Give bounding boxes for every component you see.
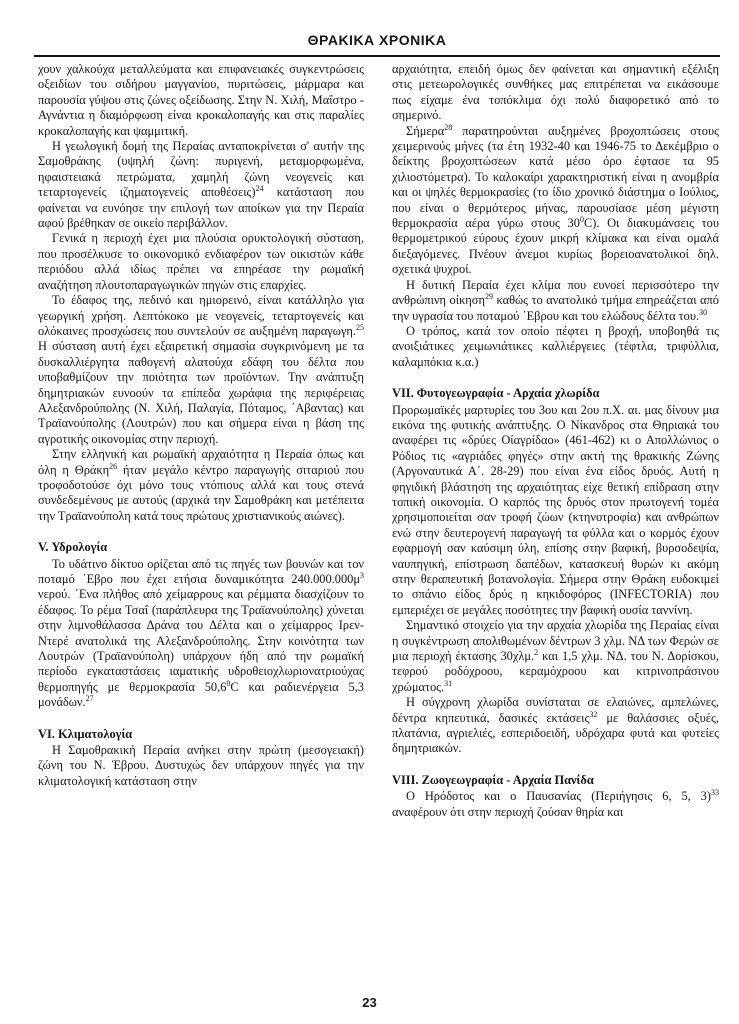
- paragraph: Το έδαφος της, πεδινό και ημιορεινό, είναι κατάλληλο για γεωργική χρήση. Λεπτόκοκο με νεογενείς, τεταρτογενείς και ολόκαινες προσχώσεις που συντελούν σε αυξημένη παραγωγη.$^{25}$ Η σύσταση αυτή έχει εξαιρετική σημασία συγκρινόμενη με τα δυσκαλλιέργητα παθογενή αλατούχα εδάφη του δέλτα που υποβαθμίζουν την ποιότητα των προϊόντων. Την ανάπτυξη δημητριακών ευνοούν τα επίπεδα χωράφια της περιφέρειας Αλεξανδρούπολης (Ν. Χιλή, Παλαγία, Πόταμος, ΄Αβαντας) και Τραϊανούπολης (Λουτρών) που και σήμερα είναι η βάση της αγροτικής οικονομίας στην περιοχή.: [38, 293, 364, 446]
- footnote-ref: 33: [711, 788, 719, 798]
- paragraph: Η σύγχρονη χλωρίδα συνίσταται σε ελαιώνες, αμπελώνες, δέντρα κηπευτικά, δασικές εκτάσεις$^{32}$ με θαλάσσιες οξυές, πλατάνια, αγριελιές, εσπεριδοειδή, υδρόχαρα φυτά και φυτείες δημητριακών.: [392, 695, 719, 756]
- footnote-ref: 24: [255, 184, 264, 194]
- paragraph: Η γεωλογική δομή της Περαίας ανταποκρίνεται σ' αυτήν της Σαμοθράκης (υψηλή ζώνη: πυριγενή, μεταμορφωμένα, ηφαιστειακά πετρώματα, χαμηλή ζώνη νεογενείς και τεταρτογενείς ιζηματογενείς αποθέσεις)$^{24}$ κατάσταση που φαίνεται να ευνόησε την επιλογή των αποίκων για την Περαία αφού βρέθηκαν σε οικείο περιβάλλον.: [38, 139, 364, 231]
- footnote-ref: 29: [484, 291, 493, 301]
- footnote-ref: 26: [109, 461, 118, 471]
- section-heading-phytogeography: VII. Φυτογεωγραφία - Αρχαία χλωρίδα: [392, 386, 600, 401]
- paragraph: χουν χαλκούχα μεταλλεύματα και επιφανειακές συγκεντρώσεις οξειδίων του σιδήρου μαγγανίου, πυριτώσεις, μάρμαρα και παρουσία γύψου στις ζώνες οξείδωσης. Στην Ν. Χιλή, Μαΐστρο - Αγνάντια η διαμόρφωση είναι κροκαλοπαγής και στις παραλίες κροκαλοπαγής και ψαμμιτική.: [38, 62, 364, 138]
- section-heading-hydrology: V. Υδρολογία: [38, 540, 108, 555]
- paragraph: Σημαντικό στοιχείο για την αρχαία χλωρίδα της Περαίας είναι η συγκέντρωση απολιθωμένων δέντρων 3 χλμ. ΝΔ των Φερών σε μια περιοχή έκτασης 30χλμ.$^2$ και 1,5 χλμ. ΝΔ. του Ν. Δορίσκου, τεφρού ροδόχροου, κεραμόχροου και κιτρινοπράσινου χρώματος.$^{31}$: [392, 618, 719, 694]
- footnote-ref: 30: [699, 307, 708, 317]
- section-heading-zoogeography: VIII. Ζωογεωγραφία - Αρχαία Πανίδα: [392, 772, 594, 787]
- paragraph: Ο τρόπος, κατά τον οποίο πέφτει η βροχή, υποβοηθά τις ανοιξιάτικες χειμωνιάτικες καλλιέργειες (τέφτλα, τριφύλλια, καλαμπόκια κ.α.): [392, 323, 719, 369]
- left-column: [38, 62, 364, 789]
- paragraph: Στην ελληνική και ρωμαϊκή αρχαιότητα η Περαία όπως και όλη η Θράκη$^{26}$ ήταν μεγάλο κέντρο παραγωγής σιταριού που τροφοδοτούσε όχι μόνο τους ντόπιους αλλά και τους στενά συνδεδεμένους με αυτούς (αρχικά την Σαμοθράκη και μετέπειτα την Τραϊανούπολη κατά τους πρώτους χριστιανικούς αιώνες).: [38, 447, 364, 523]
- page-number: 23: [362, 995, 377, 1010]
- paragraph: Η Σαμοθρακική Περαία ανήκει στην πρώτη (μεσογειακή) ζώνη του Ν. Έβρου. Δυστυχώς δεν υπάρχουν πηγές για την κλιματολογική κατάσταση στην: [38, 743, 364, 788]
- paragraph: Ο Ηρόδοτος και ο Παυσανίας (Περιήγησις 6, 5, 3)$^{33}$ αναφέρουν ότι στην περιοχή ζούσαν θηρία και: [392, 788, 719, 819]
- paragraph: Προρωμαϊκές μαρτυρίες του 3ου και 2ου π.Χ. αι. μας δίνουν μια εικόνα της φυτικής ανάπτυξης. Ο Νίκανδρος στα Θηριακά του αναφέρει τις «δρύες Οίαγρίδαο» (461-462) κι ο Απολλώνιος ο Ρόδιος τις «αγριάδες φηγές» στην ακτή της θρακικής Ζώνης (Αργοναυτικά Α΄. 28-29) που είναι ένα είδος δρυός. Αυτή η φηγιδική βλάστηση της αρχαιότητας είχε θετική επίδραση στην τοπική οικονομία. Ο καρπός της δρυός στον πρωτογενή τομέα χρησιμοποιείται σαν τροφή ζώων (κτηνοτροφία) και ανθρώπων ενώ στην δευτερογενή παραγωγή τα φύλλα και ο κορμός έχουν εφαρμογή σαν καύσιμη ύλη, επίσης στην βαφική, βυρσοδεψία, ναυπηγική, επίστρωση δαπέδων, κατασκευή θυρών κι ακόμη στην θεραπευτική βοτανολογία. Σήμερα στην Θράκη ευδοκιμεί το σπάνιο είδος δρύς η κηκιδοφόρος (INFECTORIA) που εμπεριέχει σε μεγάλες ποσότητες την βαφική ουσία ταννίνη.: [392, 402, 719, 617]
- right-column: [392, 62, 719, 820]
- footnote-ref: 32: [589, 709, 598, 719]
- footnote-ref: 25: [356, 322, 364, 332]
- footnote-ref: 28: [444, 122, 453, 132]
- running-header: ΘΡΑΚΙΚΑ ΧΡΟΝΙΚΑ: [307, 32, 447, 48]
- header-rule: [34, 55, 720, 57]
- footnote-ref: 27: [85, 694, 94, 704]
- paragraph: αρχαιότητα, επειδή όμως δεν φαίνεται και σημαντική εξέλιξη στις μετεωρολογικές συνθήκες μας επιτρέπεται να εικάσουμε πως είχαμε ένα τοπόκλιμα όχι πολύ διαφορετικό από το σημερινό.: [392, 62, 719, 123]
- paragraph: Η δυτική Περαία έχει κλίμα που ευνοεί περισσότερο την ανθρώπινη οίκηση$^{29}$ καθώς το ανατολικό τμήμα επηρεάζεται από την υγρασία του ποταμού ΄Εβρου και του ελώδους δέλτα του.$^{30}$: [392, 277, 719, 323]
- paragraph: Γενικά η περιοχή έχει μια πλούσια ορυκτολογική σύσταση, που προσέλκυσε το οικονομικό ενδιαφέρον των οικιστών κάθε περιόδου αλλά ιδίως πρέπει να επηρέασε την ρωμαϊκή αναζήτηση πλουτοπαραγωγικών πηγών στις επαρχίες.: [38, 231, 364, 292]
- paragraph: Σήμερα$^{28}$ παρατηρούνται αυξημένες βροχοπτώσεις στους χειμερινούς μήνες (τα έτη 1932-40 και 1946-75 το Δεκέμβριο ο δείκτης βροχοπτώσεων κατά μέσο όρο έφτασε τα 95 χιλιοστόμετρα). Το καλοκαίρι χαρακτηριστική είναι η ανομβρία και οι ψηλές θερμοκρασίες (το ίδιο χρονικό διάστημα ο Ιούλιος, που είναι ο θερμότερος μήνας, παρουσίασε μέση μέγιστη θερμοκρασία αέρα γύρω στους $30^0C$). Οι διακυμάνσεις του θερμομετρικού εύρους έχουν μικρή κλίμακα και είναι ομαλά διεξαγόμενες. Πνέουν άνεμοι κυρίως βορειοανατολικοί δηλ. σχετικά ψυχροί.: [392, 122, 719, 277]
- footnote-ref: 31: [444, 678, 453, 688]
- paragraph: Το υδάτινο δίκτυο ορίζεται από τις πηγές των βουνών και τον ποταμό ΄Εβρο που έχει ετήσια δυναμικότητα $240.000.000\mu^3$ νερού. ΄Ενα πλήθος από χείμαρρους και ρέμματα διασχίζουν το έδαφος. Το ρέμα Τσαΐ (παράπλευρα της Τραϊανούπολης) χύνεται στην λιμνοθάλασσα Δράνα του Δέλτα και ο χείμαρρος Ιρεν-Ντερέ ανατολικά της Αλεξανδρούπολης. Στην κοινότητα των Λουτρών (Τραϊανούπολη) υπάρχουν ήδη από την ρωμαϊκή περίοδο εγκαταστάσεις ιαματικής υδροθειοχλωριονατριούχας θερμοπηγής με θερμοκρασία 50,6$^0$C και ραδιενέργεια 5,3 μονάδων.$^{27}$: [38, 556, 364, 710]
- section-heading-climatology: VI. Κλιματολογία: [38, 726, 133, 741]
